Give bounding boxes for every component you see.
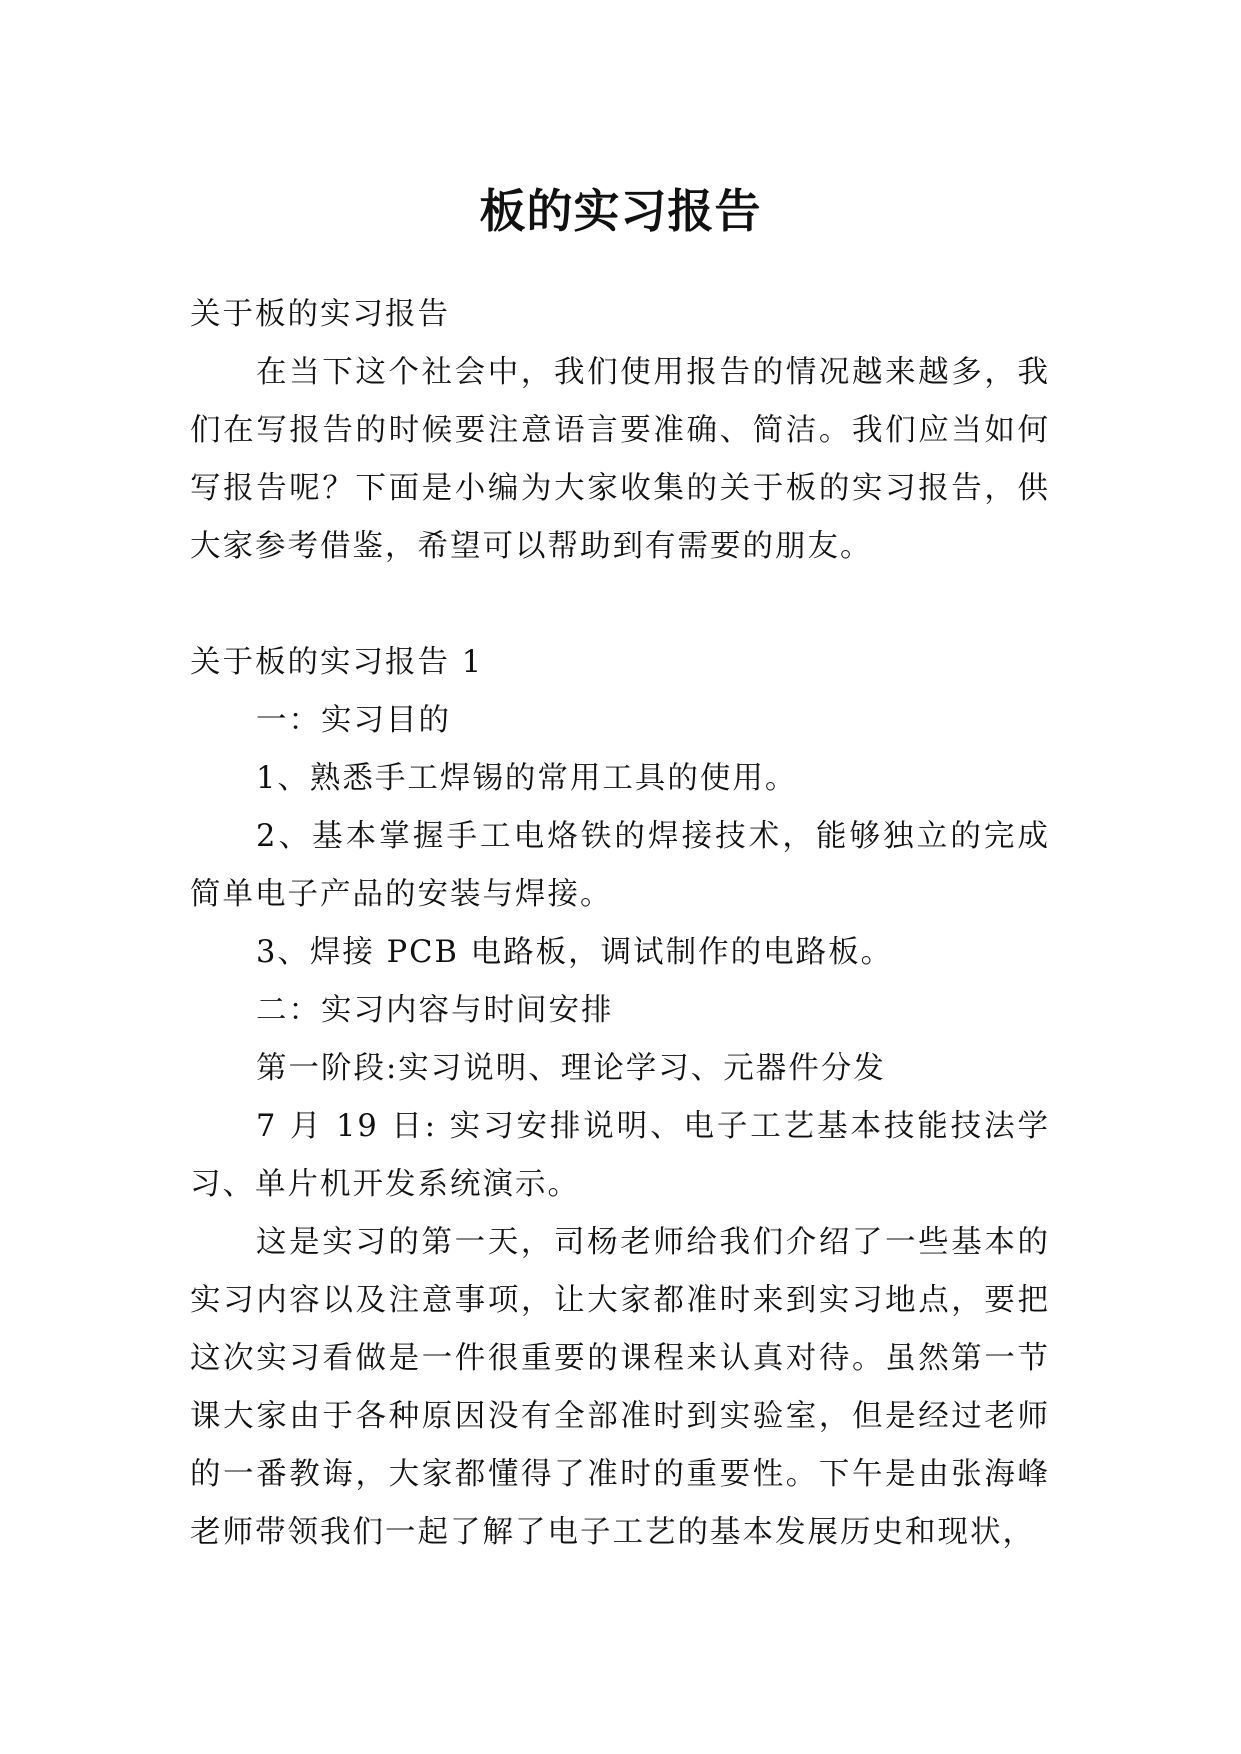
paragraph-spacer — [190, 576, 1050, 634]
intro-paragraph: 在当下这个社会中，我们使用报告的情况越来越多，我们在写报告的时候要注意语言要准确、简洁。我们应当如何写报告呢？下面是小编为大家收集的关于板的实习报告，供大家参考借鉴，希望可以帮助到有需要的朋友。 — [190, 355, 1050, 564]
document-body — [190, 286, 1050, 1562]
section-heading: 关于板的实习报告 1 — [190, 645, 484, 680]
subtitle-paragraph: 关于板的实习报告 — [190, 297, 450, 332]
document-title: 板的实习报告 — [479, 183, 762, 238]
schedule-entry: 7 月 19 日: 实习安排说明、电子工艺基本技能技法学习、单片机开发系统演示。 — [190, 1109, 1050, 1202]
body-paragraph: 这是实习的第一天，司杨老师给我们介绍了一些基本的实习内容以及注意事项，让大家都准时来到实习地点，要把这次实习看做是一件很重要的课程来认真对待。虽然第一节课大家由于各种原因没有全部准时到实验室，但是经过老师的一番教诲，大家都懂得了准时的重要性。下午是由张海峰老师带领我们一起了解了电子工艺的基本发展历史和现状， — [190, 1225, 1050, 1550]
subheading-content-schedule: 二：实习内容与时间安排 — [256, 993, 614, 1028]
subheading-purpose: 一：实习目的 — [256, 703, 451, 738]
list-item: 3、焊接 PCB 电路板，调试制作的电路板。 — [256, 935, 894, 970]
list-item: 2、基本掌握手工电烙铁的焊接技术，能够独立的完成简单电子产品的安装与焊接。 — [190, 819, 1050, 912]
stage-heading: 第一阶段:实习说明、理论学习、元器件分发 — [256, 1051, 886, 1086]
list-item: 1、熟悉手工焊锡的常用工具的使用。 — [256, 761, 798, 796]
